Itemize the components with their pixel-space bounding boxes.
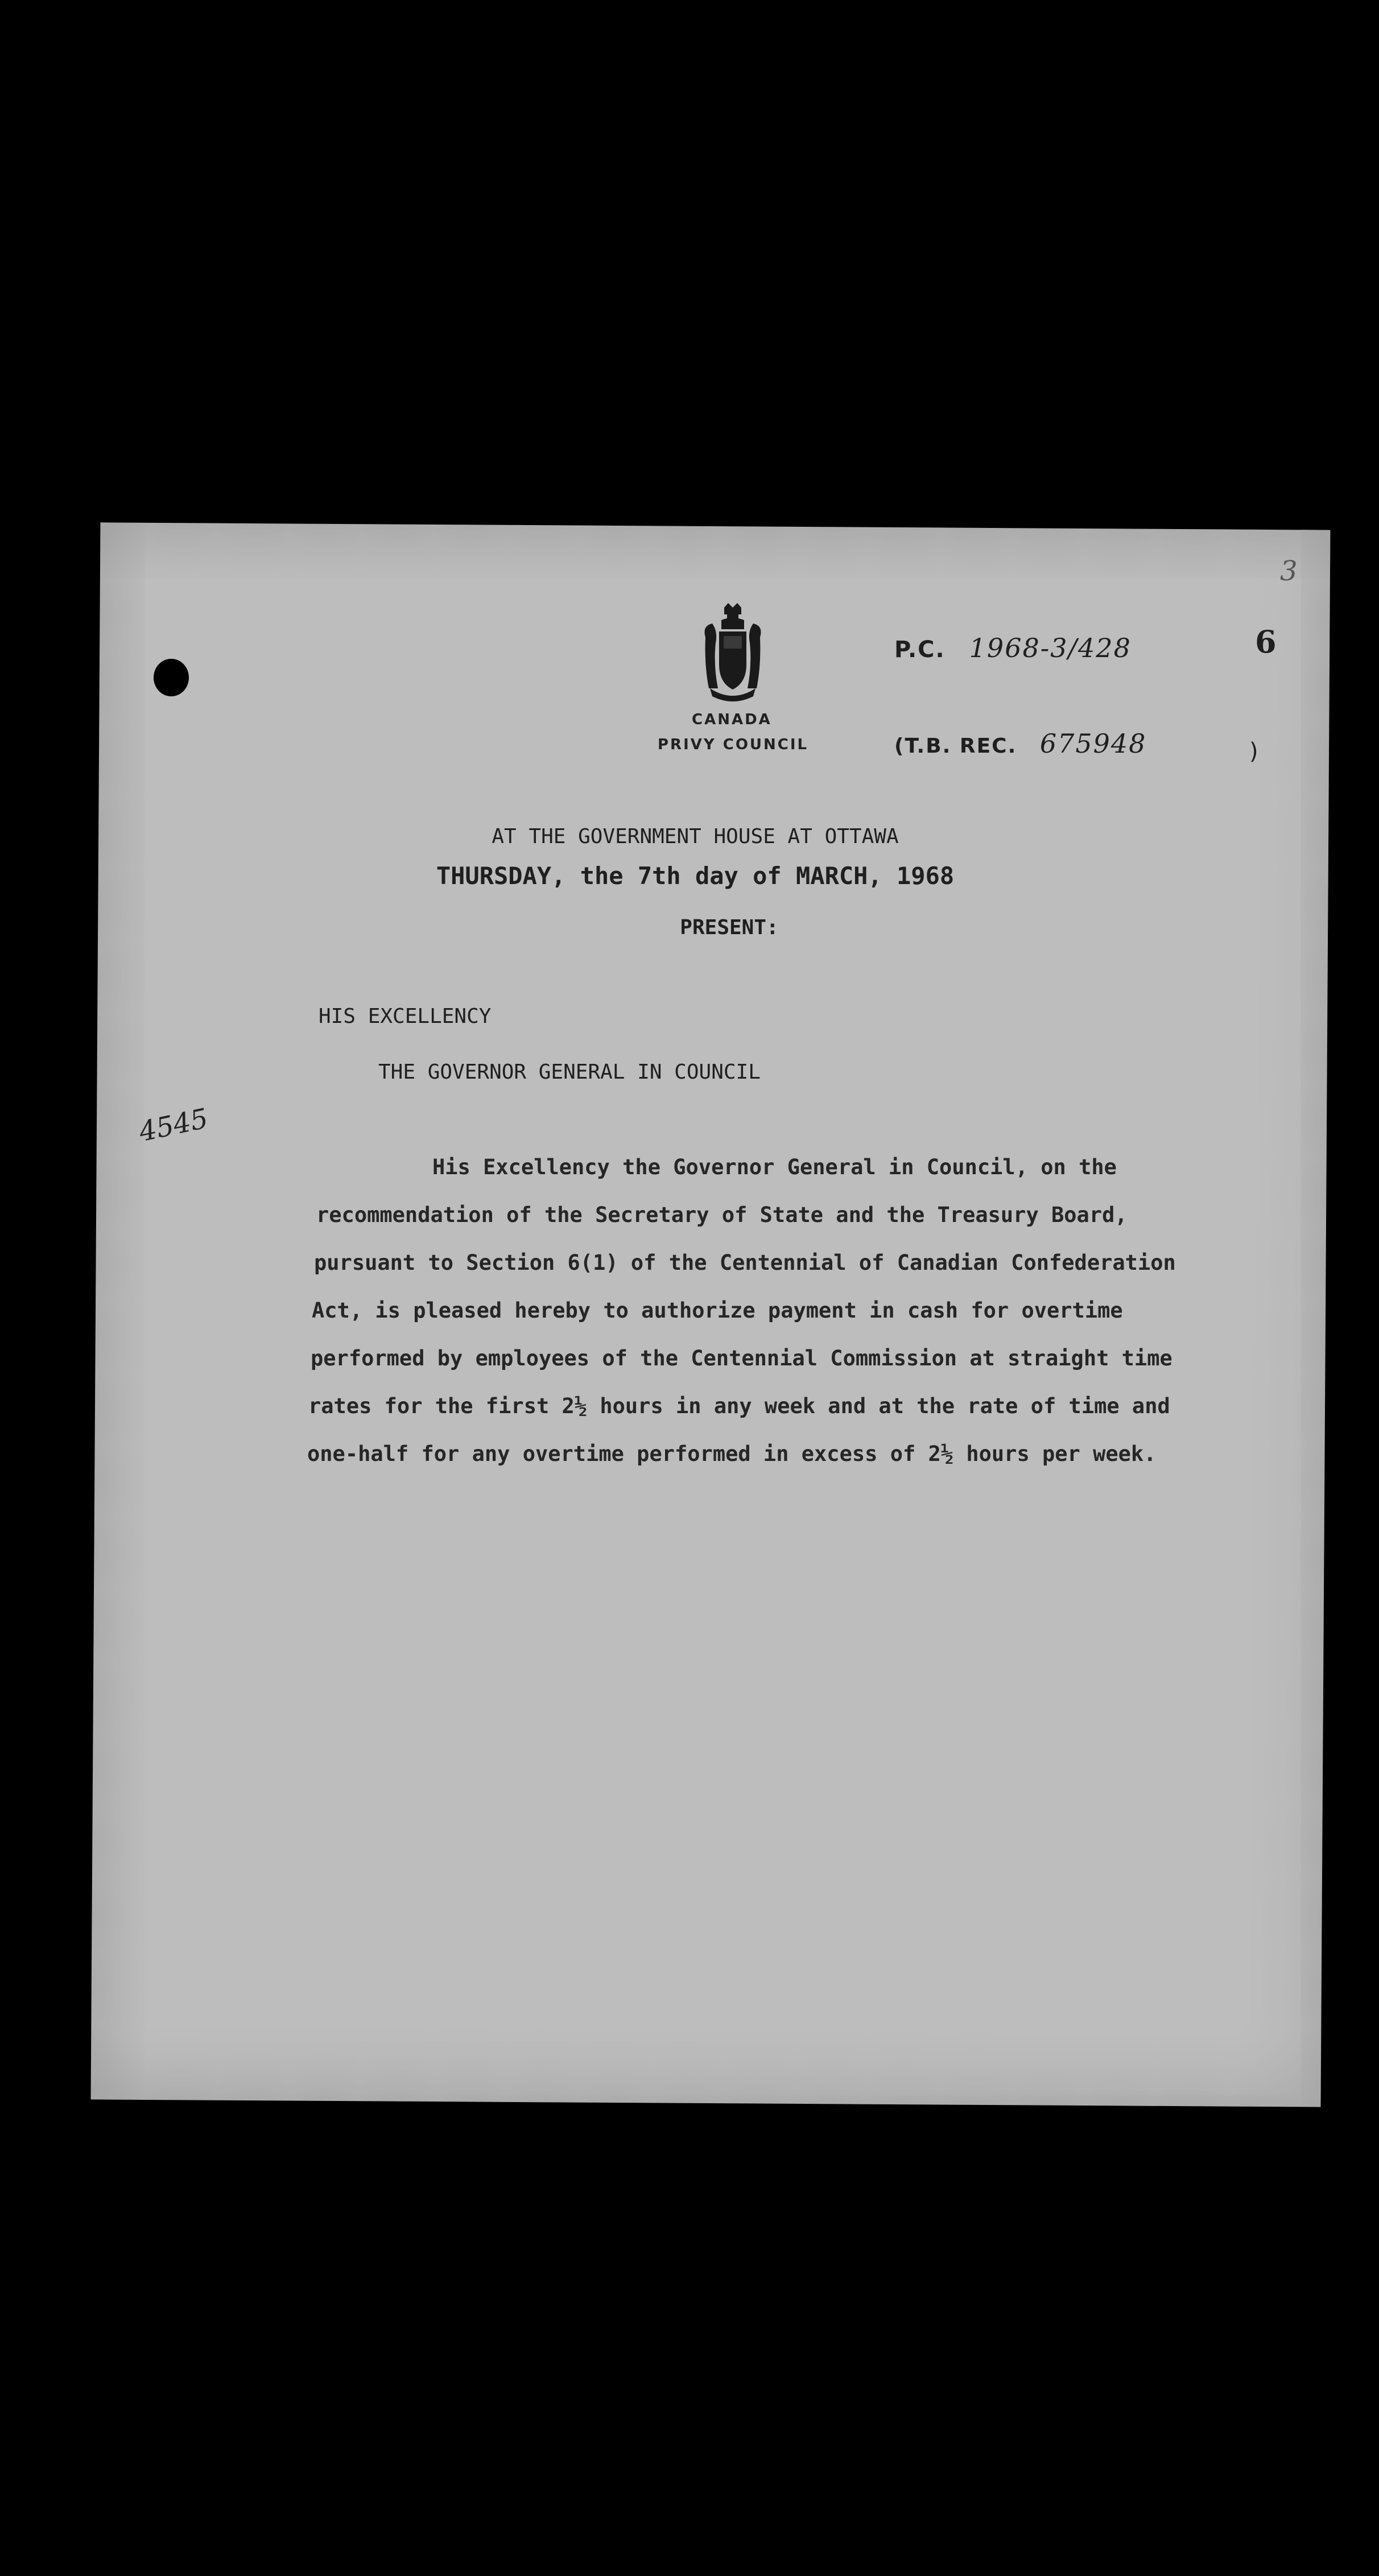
body-line: His Excellency the Governor General in Council, on the	[432, 1155, 1117, 1179]
tb-rec-value: 675948	[1039, 728, 1147, 759]
coat-of-arms-icon	[699, 603, 767, 705]
page-number: 6	[1255, 624, 1277, 660]
margin-note: 4545	[136, 1102, 211, 1149]
corner-mark: 3	[1280, 555, 1298, 587]
meeting-date: THURSDAY, the 7th day of MARCH, 1968	[436, 862, 955, 890]
body-line: Act, is pleased hereby to authorize payment in cash for overtime	[312, 1298, 1123, 1323]
meeting-place: AT THE GOVERNMENT HOUSE AT OTTAWA	[492, 825, 899, 848]
pc-label: P.C.	[894, 637, 946, 663]
punch-hole	[154, 659, 189, 696]
body-line: one-half for any overtime performed in excess of 2½ hours per week.	[307, 1442, 1157, 1466]
attendee-governor-general: THE GOVERNOR GENERAL IN COUNCIL	[378, 1060, 761, 1084]
body-line: recommendation of the Secretary of State and the Treasury Board,	[316, 1203, 1128, 1227]
body-line: performed by employees of the Centennial Commission at straight time	[311, 1346, 1172, 1370]
crest-label-privy-council: PRIVY COUNCIL	[658, 736, 809, 753]
body-line: pursuant to Section 6(1) of the Centennial of Canadian Confederation	[314, 1250, 1176, 1275]
pc-number	[894, 633, 1132, 663]
attendee-his-excellency: HIS EXCELLENCY	[319, 1005, 492, 1028]
tb-rec-close: )	[1249, 738, 1258, 765]
crest-label-canada: CANADA	[692, 711, 772, 728]
pc-number-value: 1968-3/428	[969, 633, 1132, 663]
tb-rec-number	[894, 728, 1146, 759]
body-line: rates for the first 2½ hours in any week and at the rate of time and	[308, 1394, 1170, 1418]
present-heading: PRESENT:	[680, 916, 779, 939]
tb-rec-label: (T.B. REC.	[894, 734, 1017, 758]
